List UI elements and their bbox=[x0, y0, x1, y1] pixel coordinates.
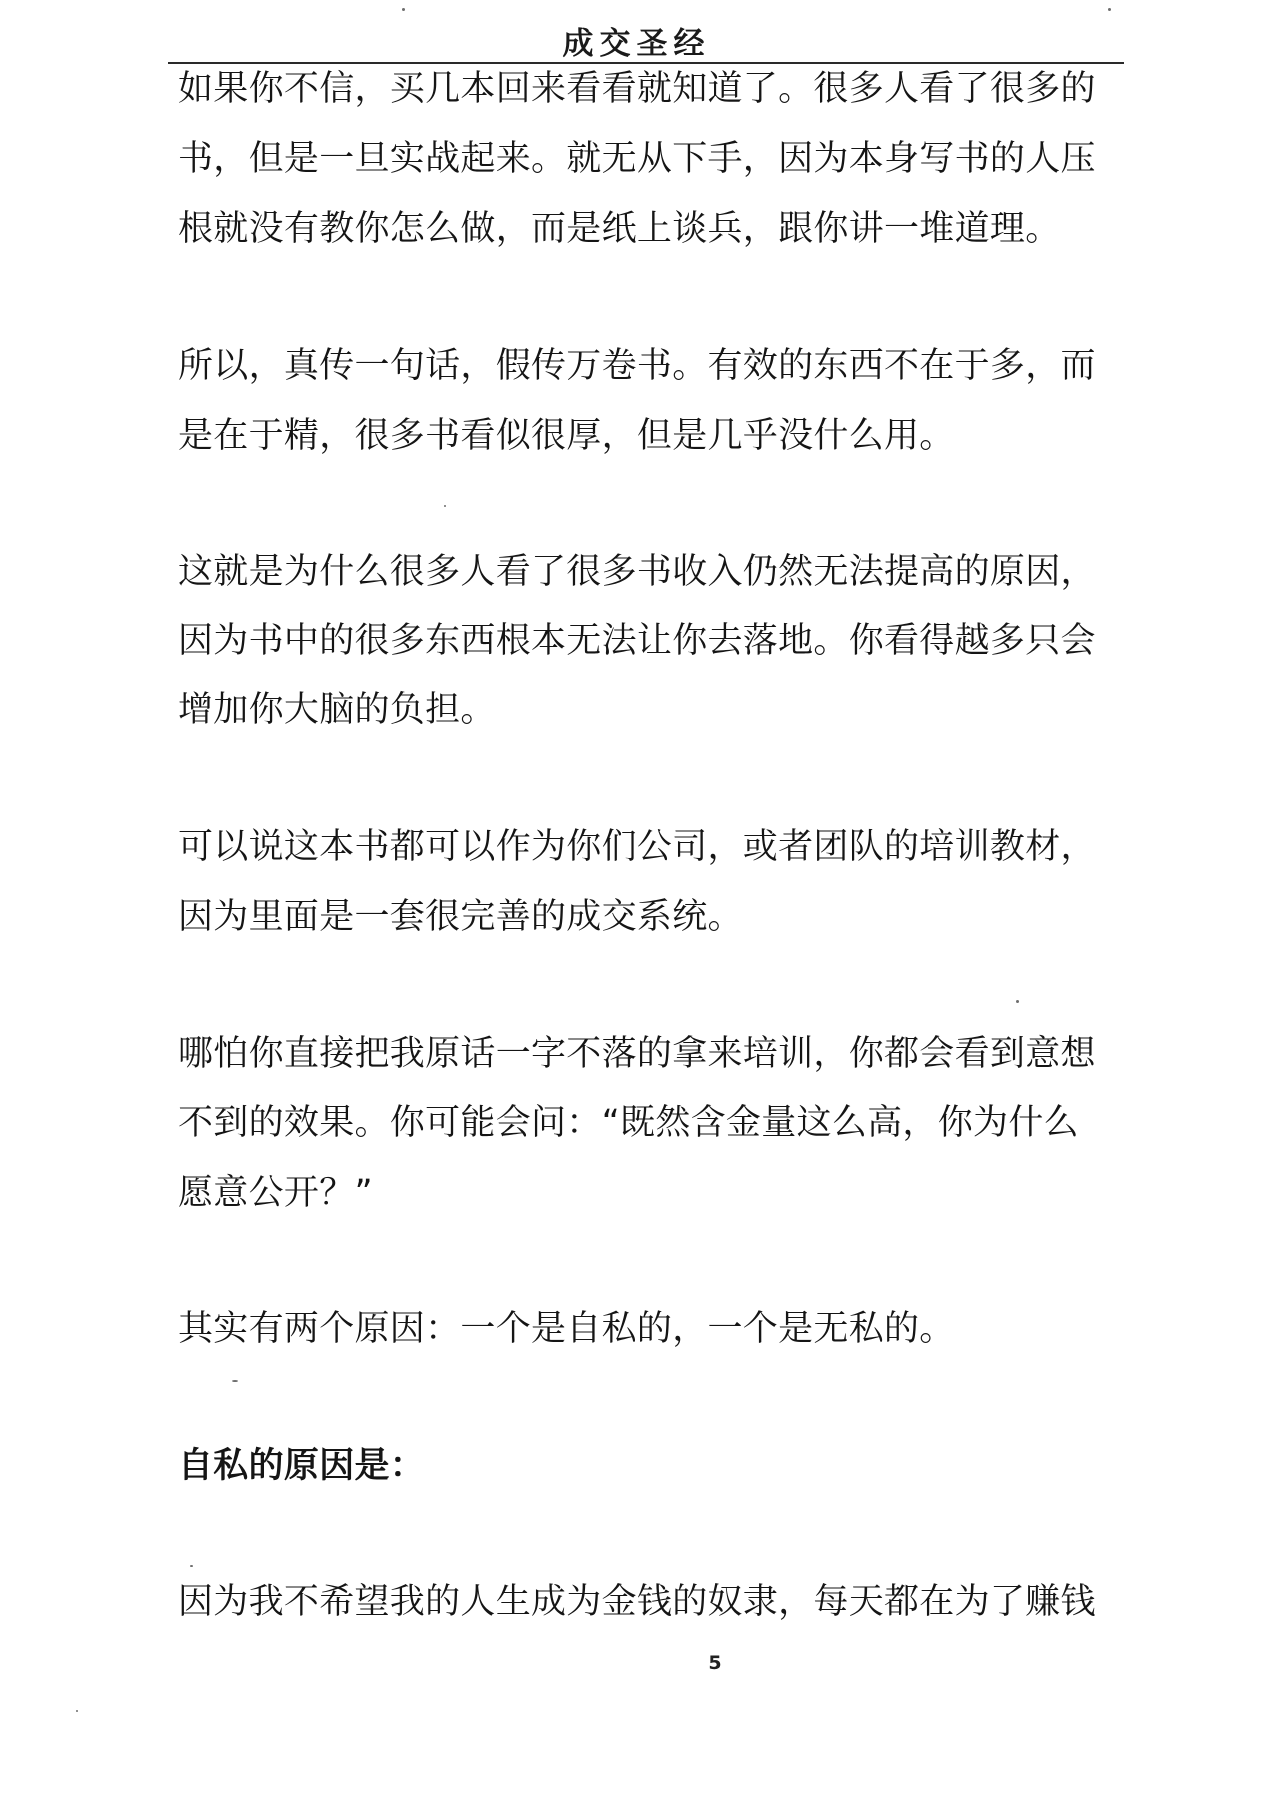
paragraph-5-line-3: 愿意公开？” bbox=[178, 1173, 373, 1213]
section-heading: 自私的原因是： bbox=[178, 1446, 426, 1486]
paragraph-6-line-1: 其实有两个原因：一个是自私的，一个是无私的。 bbox=[178, 1309, 955, 1349]
paragraph-4-line-2: 因为里面是一套很完善的成交系统。 bbox=[178, 897, 743, 937]
scan-speck bbox=[232, 1380, 238, 1382]
scan-speck bbox=[1016, 1000, 1019, 1003]
paragraph-3-line-3: 增加你大脑的负担。 bbox=[178, 690, 496, 730]
paragraph-2-line-1: 所以，真传一句话，假传万卷书。有效的东西不在于多，而 bbox=[178, 346, 1096, 386]
running-header-title: 成交圣经 bbox=[562, 26, 711, 62]
paragraph-1-line-2: 书，但是一旦实战起来。就无从下手，因为本身写书的人压 bbox=[178, 139, 1096, 179]
paragraph-3-line-1: 这就是为什么很多人看了很多书收入仍然无法提高的原因， bbox=[178, 552, 1096, 592]
paragraph-5-line-2: 不到的效果。你可能会问：“既然含金量这么高，你为什么 bbox=[178, 1103, 1079, 1143]
scan-speck bbox=[444, 505, 446, 507]
scan-speck bbox=[190, 1565, 193, 1567]
paragraph-1-line-1: 如果你不信，买几本回来看看就知道了。很多人看了很多的 bbox=[178, 69, 1096, 109]
paragraph-1-line-3: 根就没有教你怎么做，而是纸上谈兵，跟你讲一堆道理。 bbox=[178, 209, 1061, 249]
paragraph-2-line-2: 是在于精，很多书看似很厚，但是几乎没什么用。 bbox=[178, 416, 955, 456]
scan-speck bbox=[76, 1710, 78, 1712]
scan-speck bbox=[1108, 8, 1111, 11]
page-number: 5 bbox=[708, 1652, 722, 1674]
paragraph-4-line-1: 可以说这本书都可以作为你们公司，或者团队的培训教材， bbox=[178, 827, 1096, 867]
paragraph-5-line-1: 哪怕你直接把我原话一字不落的拿来培训，你都会看到意想 bbox=[178, 1034, 1096, 1074]
scan-speck bbox=[402, 8, 405, 11]
paragraph-3-line-2: 因为书中的很多东西根本无法让你去落地。你看得越多只会 bbox=[178, 621, 1096, 661]
header-divider bbox=[168, 62, 1124, 64]
paragraph-8-line-1: 因为我不希望我的人生成为金钱的奴隶，每天都在为了赚钱 bbox=[178, 1582, 1096, 1622]
